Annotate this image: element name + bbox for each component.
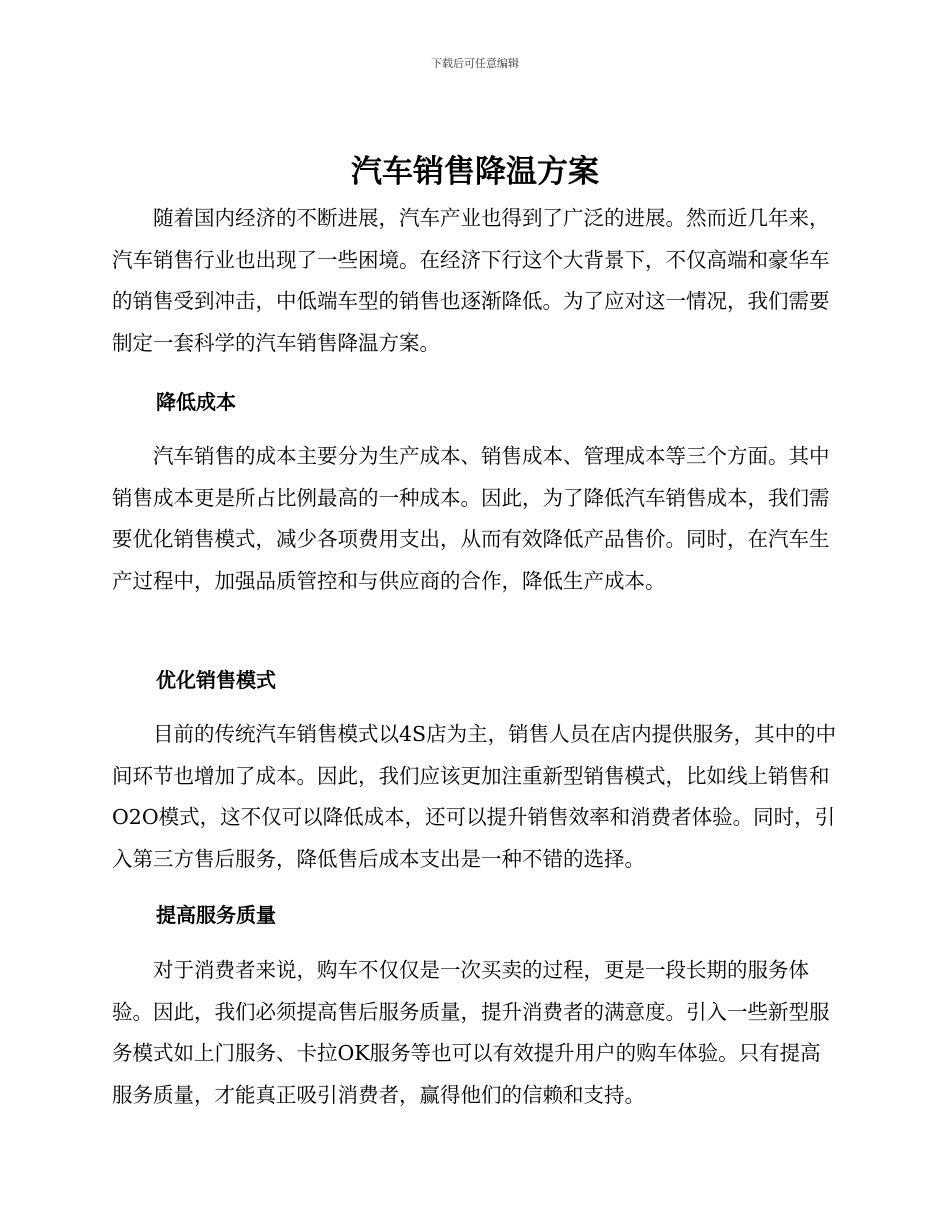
section-paragraph-optimize-sales: 目前的传统汽车销售模式以4S店为主，销售人员在店内提供服务，其中的中间环节也增加了成本。因此，我们应该更加注重新型销售模式，比如线上销售和O2O模式，这不仅可以降低成本，还可以提升销售效率和消费者体验。同时，引入第三方售后服务，降低售后成本支出是一种不错的选择。 bbox=[112, 722, 837, 871]
document-title: 汽车销售降温方案 bbox=[351, 154, 599, 190]
section-heading-reduce-cost: 降低成本 bbox=[156, 390, 236, 414]
intro-paragraph: 随着国内经济的不断进展，汽车产业也得到了广泛的进展。然而近几年来，汽车销售行业也出现了一些困境。在经济下行这个大背景下，不仅高端和豪华车的销售受到冲击，中低端车型的销售也逐渐降低。为了应对这一情况，我们需要制定一套科学的汽车销售降温方案。 bbox=[112, 206, 830, 355]
page-header-note: 下载后可任意编辑 bbox=[431, 57, 519, 70]
section-paragraph-reduce-cost: 汽车销售的成本主要分为生产成本、销售成本、管理成本等三个方面。其中销售成本更是所占比例最高的一种成本。因此，为了降低汽车销售成本，我们需要优化销售模式，减少各项费用支出，从而有效降低产品售价。同时，在汽车生产过程中，加强品质管控和与供应商的合作，降低生产成本。 bbox=[112, 444, 830, 593]
section-heading-optimize-sales: 优化销售模式 bbox=[156, 668, 276, 692]
section-paragraph-service-quality: 对于消费者来说，购车不仅仅是一次买卖的过程，更是一段长期的服务体验。因此，我们必须提高售后服务质量，提升消费者的满意度。引入一些新型服务模式如上门服务、卡拉OK服务等也可以有效提升用户的购车体验。只有提高服务质量，才能真正吸引消费者，赢得他们的信赖和支持。 bbox=[112, 958, 830, 1107]
section-heading-service-quality: 提高服务质量 bbox=[156, 903, 276, 927]
